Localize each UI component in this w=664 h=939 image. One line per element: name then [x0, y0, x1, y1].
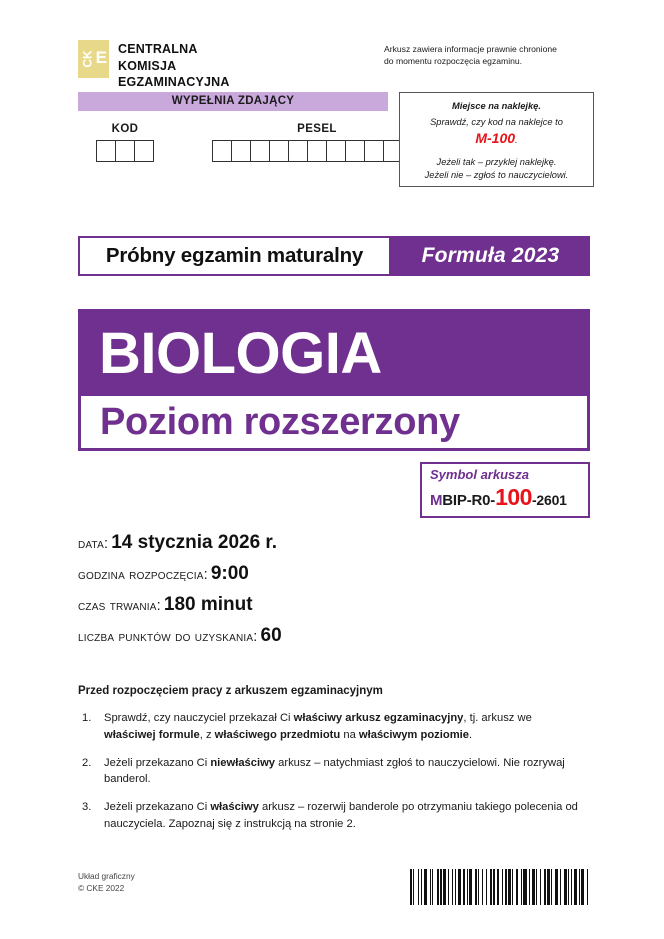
code-box[interactable] — [231, 140, 251, 162]
instructions-section — [78, 685, 578, 844]
page-header — [78, 40, 594, 91]
info-row-duration — [78, 595, 558, 614]
sticker-code: M-100 — [475, 130, 516, 147]
exam-type-label: Próbny egzamin maturalny — [78, 236, 391, 276]
subject-name: BIOLOGIA — [99, 320, 382, 386]
logo-line-2: KOMISJA — [118, 58, 177, 73]
sticker-code-period: . — [515, 135, 518, 146]
kod-label: KOD — [111, 123, 139, 135]
exam-info-list — [78, 533, 558, 657]
info-value-start-time: 9:00 — [210, 563, 249, 584]
instruction-item — [78, 710, 578, 744]
code-box[interactable] — [326, 140, 346, 162]
instruction-number: 1. — [82, 712, 92, 724]
sheet-symbol-code — [430, 483, 580, 512]
code-box[interactable] — [115, 140, 135, 162]
barcode-space — [588, 869, 590, 905]
code-box[interactable] — [364, 140, 384, 162]
info-row-start-time — [78, 564, 558, 583]
subject-level: Poziom rozszerzony — [81, 396, 587, 448]
cke-logo-text — [118, 40, 230, 91]
info-label-data: data: — [78, 536, 109, 552]
instructions-heading: Przed rozpoczęciem pracy z arkuszem egzaminacyjnym — [78, 685, 383, 697]
code-entry-area — [78, 123, 388, 162]
logo-ck-letters: CK — [80, 50, 95, 68]
symbol-middle: BIP-R0- — [442, 492, 496, 510]
sheet-symbol-box — [420, 462, 590, 518]
barcode — [410, 869, 590, 905]
symbol-suffix: -2601 — [531, 492, 567, 509]
info-label-duration: czas trwania: — [78, 598, 161, 614]
credit-line-2: © CKE 2022 — [78, 882, 125, 893]
sticker-check-line: Sprawdź, czy kod na naklejce to — [430, 117, 563, 128]
info-value-points: 60 — [260, 625, 282, 646]
symbol-prefix: M — [430, 492, 443, 510]
sticker-code-line — [406, 129, 587, 149]
pesel-group — [212, 123, 422, 162]
sticker-spacer — [406, 149, 587, 156]
instruction-item — [78, 755, 578, 789]
subject-block — [78, 309, 590, 451]
candidate-fill-section — [78, 92, 388, 162]
sheet-symbol-title: Symbol arkusza — [430, 467, 529, 482]
instruction-number: 2. — [82, 756, 92, 769]
sticker-placement-box — [399, 92, 594, 187]
cke-logo-mark-icon — [78, 40, 109, 78]
code-box[interactable] — [250, 140, 270, 162]
instruction-number: 3. — [82, 801, 92, 814]
logo-line-1: CENTRALNA — [118, 42, 198, 56]
info-label-points: liczba punktów do uzyskania: — [78, 629, 258, 645]
code-box[interactable] — [269, 140, 289, 162]
kod-group — [96, 123, 154, 162]
info-value-duration: 180 minut — [163, 594, 253, 615]
cke-logo — [78, 40, 230, 91]
graphic-layout-credit — [78, 871, 135, 895]
info-row-data — [78, 533, 558, 552]
logo-e-letter: E — [95, 48, 107, 67]
pesel-boxes[interactable] — [212, 140, 422, 162]
instruction-item — [78, 799, 578, 833]
exam-formula-label: Formuła 2023 — [391, 236, 590, 276]
logo-line-3: EGZAMINACYJNA — [118, 75, 230, 89]
confidentiality-notice — [384, 40, 594, 68]
fill-section-title: WYPEŁNIA ZDAJĄCY — [78, 92, 388, 111]
kod-boxes[interactable] — [96, 140, 154, 162]
sticker-no-line: Jeżeli nie – zgłoś to nauczycielowi. — [424, 170, 569, 181]
instruction-text: Jeżeli przekazano Ci właściwy arkusz – rozerwij banderole po otrzymaniu takiego polecenia od nauczyciela. Zapoznaj się z instrukcją na stronie 2. — [104, 801, 578, 830]
code-box[interactable] — [345, 140, 365, 162]
pesel-label: PESEL — [297, 123, 337, 135]
code-box[interactable] — [307, 140, 327, 162]
notice-line-2: do momentu rozpoczęcia egzaminu. — [384, 56, 523, 67]
sticker-title: Miejsce na naklejkę. — [452, 101, 541, 111]
sticker-yes-line: Jeżeli tak – przyklej naklejkę. — [436, 157, 557, 168]
code-box[interactable] — [134, 140, 154, 162]
info-value-data: 14 stycznia 2026 r. — [111, 532, 278, 553]
exam-type-bar — [78, 236, 590, 276]
instruction-text: Sprawdź, czy nauczyciel przekazał Ci właściwy arkusz egzaminacyjny, tj. arkusz we właściwej formule, z właściwego przedmiotu na właściwym poziomie. — [104, 712, 532, 741]
info-row-points — [78, 626, 558, 645]
code-box[interactable] — [212, 140, 232, 162]
code-box[interactable] — [96, 140, 116, 162]
notice-line-1: Arkusz zawiera informacje prawnie chronione — [384, 44, 557, 54]
instruction-text: Jeżeli przekazano Ci niewłaściwy arkusz – natychmiast zgłoś to nauczycielowi. Nie rozrywaj banderol. — [104, 756, 565, 786]
symbol-number: 100 — [495, 484, 532, 511]
code-box[interactable] — [288, 140, 308, 162]
info-label-start-time: godzina rozpoczęcia: — [78, 567, 208, 583]
credit-line-1: Układ graficzny — [78, 871, 135, 881]
